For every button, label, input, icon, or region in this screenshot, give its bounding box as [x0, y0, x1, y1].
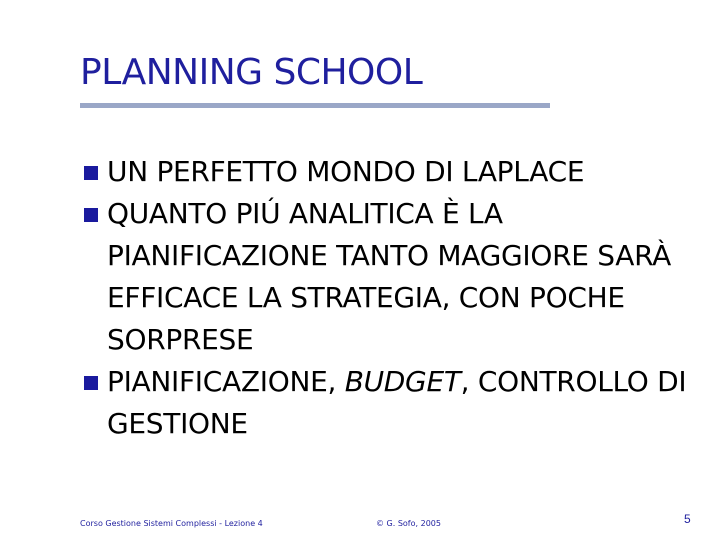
- bullet-text: QUANTO PIÚ ANALITICA È LA PIANIFICAZIONE TANTO MAGGIORE SARÀ EFFICACE LA STRATEGIA, CON POCHE SORPRESE: [107, 197, 671, 356]
- footer-course: Corso Gestione Sistemi Complessi - Lezione 4: [80, 519, 263, 528]
- bullet-emphasis: BUDGET: [344, 365, 461, 398]
- bullet-text: UN PERFETTO MONDO DI LAPLACE: [107, 155, 585, 188]
- square-bullet-icon: [84, 376, 98, 390]
- bullet-item: [84, 193, 704, 361]
- bullet-text-start: PIANIFICAZIONE,: [107, 365, 345, 398]
- bullet-item: [84, 151, 704, 193]
- square-bullet-icon: [84, 208, 98, 222]
- footer-copyright: © G. Sofo, 2005: [376, 519, 441, 528]
- bullet-text-end: , CONTROLLO DI GESTIONE: [107, 365, 687, 440]
- bullet-list: [84, 151, 704, 445]
- slide-title: PLANNING SCHOOL: [80, 52, 423, 93]
- bullet-item: [84, 361, 704, 445]
- square-bullet-icon: [84, 166, 98, 180]
- title-underline: [80, 103, 550, 108]
- page-number: 5: [684, 512, 691, 526]
